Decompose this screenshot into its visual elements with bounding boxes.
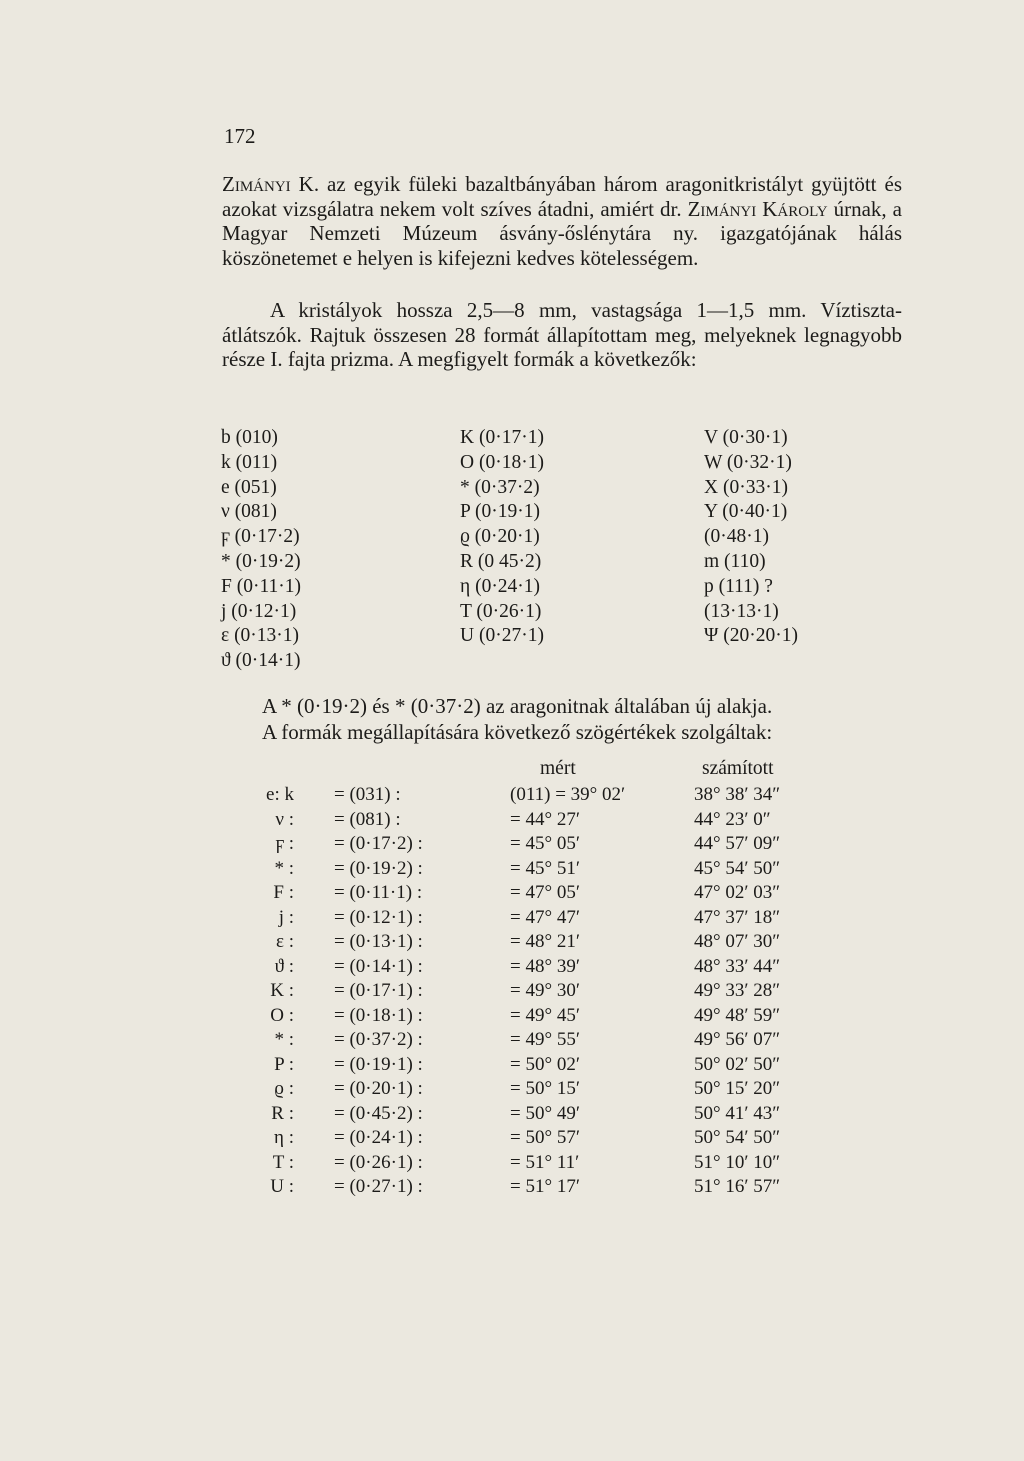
table-row <box>0 1176 1024 1201</box>
row-face: = (0·37·2) : <box>334 1029 423 1050</box>
row-face: = (0·18·1) : <box>334 1004 423 1026</box>
row-face: = (0·17·2) : <box>334 833 423 854</box>
paragraph-intro <box>222 172 902 270</box>
row-computed: 50° 54′ 50″ <box>694 1127 781 1148</box>
row-face: = (0·13·1) : <box>334 931 423 952</box>
form-entry: O (0·18·1) <box>460 451 544 473</box>
row-face: = (031) : <box>334 784 401 805</box>
form-entry: W (0·32·1) <box>704 451 792 473</box>
table-row <box>0 809 1024 834</box>
form-entry: Y (0·40·1) <box>704 501 788 523</box>
form-entry: R (0 45·2) <box>460 550 542 572</box>
form-entry: ϱ (0·20·1) <box>460 526 540 548</box>
row-symbol: ϑ : <box>274 955 294 977</box>
form-entry: b (010) <box>221 427 278 448</box>
table-row <box>0 1103 1024 1128</box>
row-symbol: P : <box>274 1053 294 1075</box>
form-entry: η (0·24·1) <box>460 575 541 597</box>
form-entry: (13·13·1) <box>704 600 779 622</box>
row-symbol: O : <box>270 1004 294 1026</box>
row-computed: 38° 38′ 34″ <box>694 784 781 805</box>
row-face: = (0·11·1) : <box>334 882 423 903</box>
form-entry: ε (0·13·1) <box>221 625 300 647</box>
row-symbol: e: k <box>266 784 294 805</box>
row-face: = (0·14·1) : <box>334 955 423 977</box>
table-row <box>0 784 1024 809</box>
row-symbol: ε : <box>275 931 294 952</box>
row-face: = (0·19·2) : <box>334 857 423 879</box>
form-entry: F (0·11·1) <box>221 575 301 597</box>
table-row <box>0 980 1024 1005</box>
table-row <box>0 1029 1024 1054</box>
row-symbol: * : <box>274 1029 294 1050</box>
table-row <box>0 1078 1024 1103</box>
table-row <box>0 1127 1024 1152</box>
row-face: = (0·20·1) : <box>334 1078 423 1099</box>
forms-column-3 <box>704 426 798 649</box>
author-name: Zimányi <box>222 172 291 196</box>
forms-column-2 <box>460 426 544 649</box>
row-measured: (011) = 39° 02′ <box>510 784 626 805</box>
table-row <box>0 956 1024 981</box>
row-symbol: ϝ : <box>275 833 294 854</box>
table-row <box>0 858 1024 883</box>
row-symbol: * : <box>274 857 294 879</box>
row-computed: 49° 56′ 07″ <box>694 1029 781 1050</box>
row-symbol: η : <box>274 1127 294 1148</box>
row-measured: = 49° 45′ <box>510 1004 580 1026</box>
row-symbol: F : <box>273 882 294 903</box>
table-row <box>0 833 1024 858</box>
row-symbol: K : <box>270 980 294 1001</box>
row-face: = (0·26·1) : <box>334 1151 423 1173</box>
form-entry: j (0·12·1) <box>221 600 297 622</box>
table-row <box>0 1152 1024 1177</box>
row-symbol: U : <box>270 1176 294 1197</box>
row-measured: = 49° 30′ <box>510 980 580 1001</box>
row-computed: 48° 33′ 44″ <box>694 955 781 977</box>
form-entry: K (0·17·1) <box>460 427 544 448</box>
form-entry: * (0·37·2) <box>460 476 540 498</box>
row-computed: 50° 02′ 50″ <box>694 1053 781 1075</box>
row-measured: = 49° 55′ <box>510 1029 580 1050</box>
row-face: = (0·45·2) : <box>334 1102 423 1124</box>
form-entry: ϝ (0·17·2) <box>221 526 300 548</box>
note-angle-values: A formák megállapítására következő szögértékek szolgáltak: <box>262 720 773 744</box>
row-measured: = 50° 15′ <box>510 1078 580 1099</box>
paragraph-crystals: A kristályok hossza 2,5—8 mm, vastagsága 1—1,5 mm. Víztiszta-átlátszók. Rajtuk összesen 28 formát állapítottam meg, melyeknek legnagyobb része I. fajta prizma. A megfigyelt formák a következők: <box>222 298 902 371</box>
row-symbol: ϱ : <box>274 1078 294 1099</box>
row-face: = (0·17·1) : <box>334 980 423 1001</box>
row-face: = (0·19·1) : <box>334 1053 423 1075</box>
person-name: Zimányi Károly <box>687 196 828 221</box>
row-measured: = 48° 21′ <box>510 931 580 952</box>
form-entry: X (0·33·1) <box>704 476 788 498</box>
row-face: = (0·27·1) : <box>334 1176 423 1197</box>
row-measured: = 47° 05′ <box>510 882 580 903</box>
row-symbol: R : <box>271 1102 294 1124</box>
row-measured: = 51° 11′ <box>510 1151 580 1173</box>
row-measured: = 50° 57′ <box>510 1127 580 1148</box>
table-row <box>0 1054 1024 1079</box>
row-computed: 48° 07′ 30″ <box>694 931 781 952</box>
form-entry: * (0·19·2) <box>221 550 301 572</box>
form-entry: m (110) <box>704 550 766 572</box>
form-entry: P (0·19·1) <box>460 501 540 523</box>
form-entry: V (0·30·1) <box>704 427 788 448</box>
header-computed: számított <box>702 758 774 779</box>
row-measured: = 51° 17′ <box>510 1176 580 1197</box>
form-entry: (0·48·1) <box>704 526 769 548</box>
row-measured: = 45° 51′ <box>510 857 580 879</box>
row-computed: 50° 41′ 43″ <box>694 1102 781 1124</box>
row-computed: 51° 10′ 10″ <box>694 1151 781 1173</box>
row-computed: 44° 23′ 0″ <box>694 808 771 830</box>
header-measured: mért <box>540 758 576 779</box>
angle-table <box>0 784 1024 1201</box>
row-face: = (081) : <box>334 808 401 830</box>
page-number: 172 <box>224 124 256 148</box>
table-row <box>0 931 1024 956</box>
form-entry: U (0·27·1) <box>460 625 544 647</box>
row-computed: 49° 48′ 59″ <box>694 1004 781 1026</box>
paragraph-intro-text-b: úrnak, a Magyar Nemzeti Múzeum ásvány-őslénytára ny. igazgatójának hálás köszönetemet e helyen is kifejezni kedves kötelességem. <box>222 196 903 270</box>
form-entry: ϑ (0·14·1) <box>221 650 301 672</box>
form-entry: Ψ (20·20·1) <box>704 625 798 647</box>
row-measured: = 48° 39′ <box>510 955 580 977</box>
row-computed: 49° 33′ 28″ <box>694 980 781 1001</box>
row-face: = (0·24·1) : <box>334 1127 423 1148</box>
row-symbol: j : <box>278 906 294 928</box>
row-computed: 50° 15′ 20″ <box>694 1078 781 1099</box>
row-symbol: T : <box>272 1151 294 1173</box>
forms-column-1 <box>221 426 301 674</box>
form-entry: ν (081) <box>221 501 277 523</box>
row-computed: 47° 37′ 18″ <box>694 906 781 928</box>
row-measured: = 50° 02′ <box>510 1053 580 1075</box>
row-face: = (0·12·1) : <box>334 906 423 928</box>
row-computed: 45° 54′ 50″ <box>694 857 781 879</box>
form-entry: T (0·26·1) <box>460 600 542 622</box>
note-new-forms: A * (0·19·2) és * (0·37·2) az aragonitnak általában új alakja. <box>262 694 773 718</box>
table-row <box>0 1005 1024 1030</box>
form-entry: k (011) <box>221 451 278 473</box>
row-measured: = 45° 05′ <box>510 833 580 854</box>
table-row <box>0 882 1024 907</box>
paragraph-intro-text-a: K. az egyik füleki bazaltbányában három aragonitkristályt gyüjtött és azokat vizsgálatra nekem volt szíves átadni, amiért dr. <box>222 172 902 221</box>
table-row <box>0 907 1024 932</box>
form-entry: p (111) ? <box>704 575 773 597</box>
row-measured: = 47° 47′ <box>510 906 580 928</box>
row-measured: = 50° 49′ <box>510 1102 580 1124</box>
row-measured: = 44° 27′ <box>510 808 580 830</box>
row-symbol: ν : <box>275 808 294 830</box>
form-entry: e (051) <box>221 476 277 498</box>
row-computed: 51° 16′ 57″ <box>694 1176 781 1197</box>
row-computed: 44° 57′ 09″ <box>694 833 781 854</box>
row-computed: 47° 02′ 03″ <box>694 882 781 903</box>
